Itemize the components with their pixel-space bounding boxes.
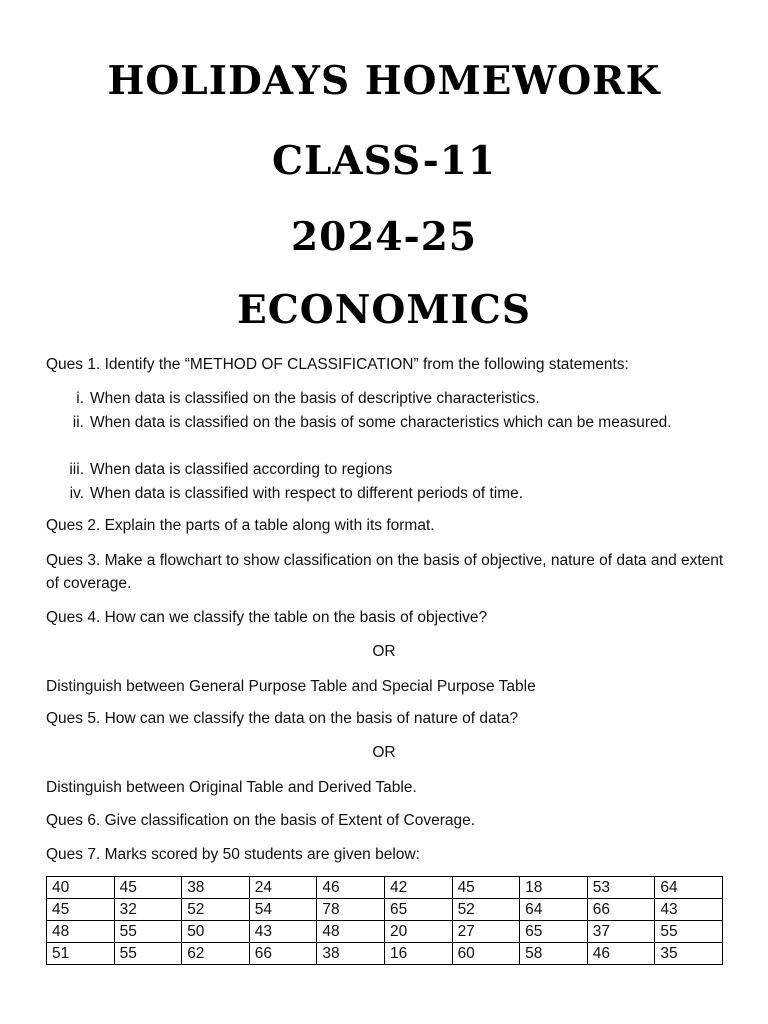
table-cell: 50 bbox=[182, 921, 250, 943]
table-cell: 45 bbox=[47, 899, 115, 921]
question-4-alternative: Distinguish between General Purpose Table and Special Purpose Table bbox=[46, 678, 536, 695]
list-item-number: ii. bbox=[72, 414, 84, 431]
question-5: Ques 5. How can we classify the data on the basis of nature of data? bbox=[46, 710, 519, 727]
question-5-alternative: Distinguish between Original Table and Derived Table. bbox=[46, 779, 417, 796]
table-cell: 16 bbox=[384, 943, 452, 965]
table-row bbox=[47, 943, 723, 965]
question-4: Ques 4. How can we classify the table on the basis of objective? bbox=[46, 609, 488, 626]
table-cell: 62 bbox=[182, 943, 250, 965]
table-cell: 65 bbox=[384, 899, 452, 921]
title-session: 2024-25 bbox=[290, 214, 477, 260]
table-cell: 35 bbox=[655, 943, 723, 965]
table-cell: 18 bbox=[520, 877, 588, 899]
table-cell: 65 bbox=[520, 921, 588, 943]
question-2: Ques 2. Explain the parts of a table along with its format. bbox=[46, 517, 435, 534]
table-cell: 52 bbox=[182, 899, 250, 921]
or-separator: OR bbox=[372, 744, 396, 761]
marks-table bbox=[46, 876, 723, 965]
table-cell: 51 bbox=[47, 943, 115, 965]
table-cell: 24 bbox=[249, 877, 317, 899]
table-cell: 20 bbox=[384, 921, 452, 943]
table-cell: 37 bbox=[587, 921, 655, 943]
table-cell: 48 bbox=[47, 921, 115, 943]
table-cell: 42 bbox=[384, 877, 452, 899]
question-3: Ques 3. Make a flowchart to show classification on the basis of objective, nature of data and extent of coverage. bbox=[46, 552, 724, 592]
table-row bbox=[47, 877, 723, 899]
list-item-number: i. bbox=[76, 390, 84, 407]
table-cell: 46 bbox=[587, 943, 655, 965]
table-cell: 60 bbox=[452, 943, 520, 965]
table-cell: 64 bbox=[520, 899, 588, 921]
table-cell: 55 bbox=[114, 921, 182, 943]
table-cell: 55 bbox=[114, 943, 182, 965]
table-cell: 58 bbox=[520, 943, 588, 965]
table-cell: 27 bbox=[452, 921, 520, 943]
table-cell: 78 bbox=[317, 899, 385, 921]
list-item-number: iv. bbox=[69, 485, 84, 502]
list-item-text: When data is classified according to regions bbox=[90, 461, 393, 478]
title-holidays-homework: HOLIDAYS HOMEWORK bbox=[107, 58, 661, 104]
table-cell: 45 bbox=[452, 877, 520, 899]
table-cell: 38 bbox=[182, 877, 250, 899]
question-6: Ques 6. Give classification on the basis of Extent of Coverage. bbox=[46, 812, 476, 829]
table-cell: 46 bbox=[317, 877, 385, 899]
table-cell: 43 bbox=[249, 921, 317, 943]
list-item-number: iii. bbox=[69, 461, 84, 478]
list-item-text: When data is classified on the basis of descriptive characteristics. bbox=[90, 390, 540, 407]
table-cell: 45 bbox=[114, 877, 182, 899]
table-cell: 52 bbox=[452, 899, 520, 921]
table-cell: 40 bbox=[47, 877, 115, 899]
table-cell: 66 bbox=[587, 899, 655, 921]
table-cell: 54 bbox=[249, 899, 317, 921]
table-cell: 53 bbox=[587, 877, 655, 899]
table-row bbox=[47, 899, 723, 921]
table-cell: 66 bbox=[249, 943, 317, 965]
question-1: Ques 1. Identify the “METHOD OF CLASSIFICATION” from the following statements: bbox=[46, 356, 629, 373]
table-cell: 38 bbox=[317, 943, 385, 965]
question-7: Ques 7. Marks scored by 50 students are given below: bbox=[46, 846, 420, 863]
or-separator: OR bbox=[372, 643, 396, 660]
title-subject: ECONOMICS bbox=[237, 287, 531, 333]
table-cell: 32 bbox=[114, 899, 182, 921]
table-cell: 48 bbox=[317, 921, 385, 943]
title-class: CLASS-11 bbox=[271, 138, 497, 184]
table-row bbox=[47, 921, 723, 943]
list-item-text: When data is classified on the basis of some characteristics which can be measured. bbox=[90, 414, 672, 431]
table-cell: 43 bbox=[655, 899, 723, 921]
table-cell: 55 bbox=[655, 921, 723, 943]
list-item-text: When data is classified with respect to different periods of time. bbox=[90, 485, 524, 502]
table-cell: 64 bbox=[655, 877, 723, 899]
